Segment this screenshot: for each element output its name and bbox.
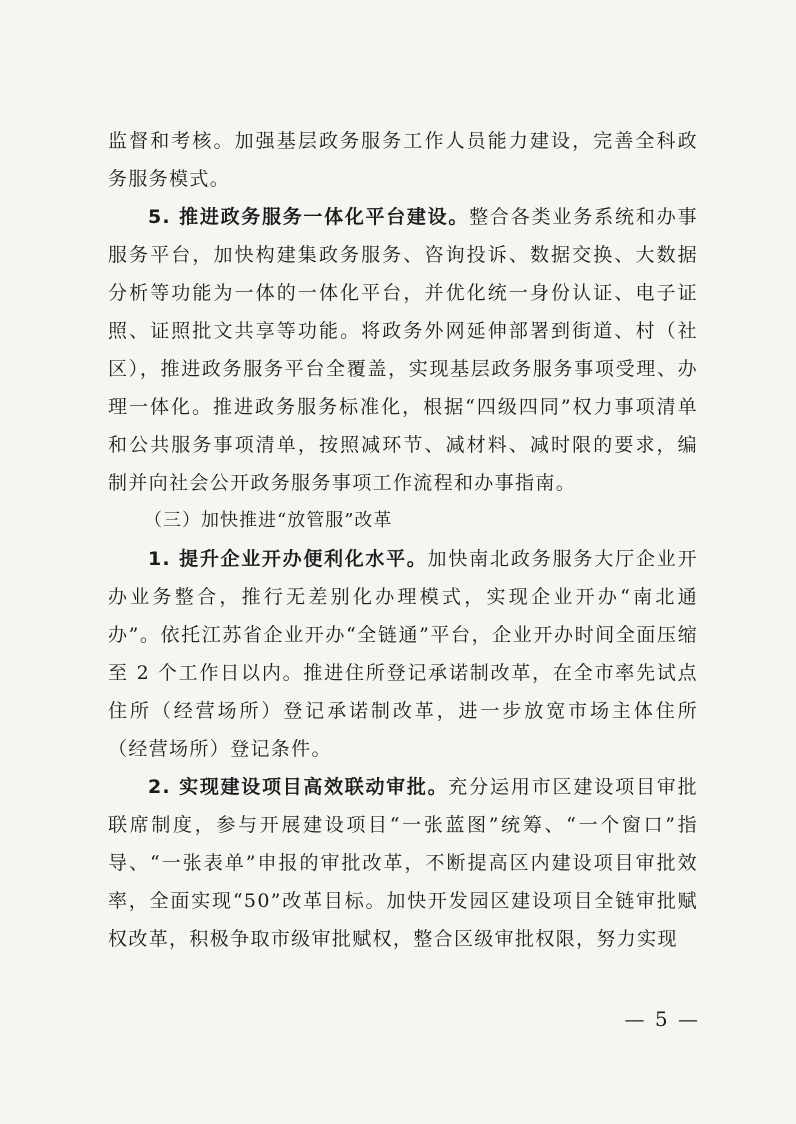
paragraph-platform-building	[108, 198, 698, 502]
paragraph-text: 加快南北政务服务大厅企业开办业务整合，推行无差别化办理模式，实现企业开办“南北通办”。依托江苏省企业开办“全链通”平台，企业开办时间全面压缩至 2 个工作日以内。推进住所登记承诺制改革，在全市率先试点住所（经营场所）登记承诺制改革，进一步放宽市场主体住所（经营场所）登记条件。	[108, 548, 698, 760]
page-number: — 5 —	[624, 1007, 700, 1031]
paragraph-business-startup	[108, 540, 698, 768]
paragraph-lead: 1. 提升企业开办便利化水平。	[148, 548, 428, 570]
paragraph-text: 充分运用市区建设项目审批联席制度，参与开展建设项目“一张蓝图”统筹、“一个窗口”指导、“一张表单”申报的审批改革，不断提高区内建设项目审批效率，全面实现“50”改革目标。加快开发园区建设项目全链审批赋权改革，积极争取市级审批赋权，整合区级审批权限，努力实现	[108, 776, 698, 950]
paragraph-continuation	[108, 122, 698, 198]
paragraph-project-approval	[108, 768, 698, 958]
document-body	[108, 122, 698, 958]
section-heading: （三）加快推进“放管服”改革	[144, 510, 393, 531]
paragraph-text: 监督和考核。加强基层政务服务工作人员能力建设，完善全科政务服务模式。	[108, 130, 698, 190]
paragraph-lead: 2. 实现建设项目高效联动审批。	[148, 776, 449, 798]
paragraph-lead: 5. 推进政务服务一体化平台建设。	[148, 206, 470, 228]
paragraph-text: 整合各类业务系统和办事服务平台，加快构建集政务服务、咨询投诉、数据交换、大数据分析等功能为一体的一体化平台，并优化统一身份认证、电子证照、证照批文共享等功能。将政务外网延伸部署到街道、村（社区），推进政务服务平台全覆盖，实现基层政务服务事项受理、办理一体化。推进政务服务标准化，根据“四级四同”权力事项清单和公共服务事项清单，按照减环节、减材料、减时限的要求，编制并向社会公开政务服务事项工作流程和办事指南。	[108, 206, 698, 494]
